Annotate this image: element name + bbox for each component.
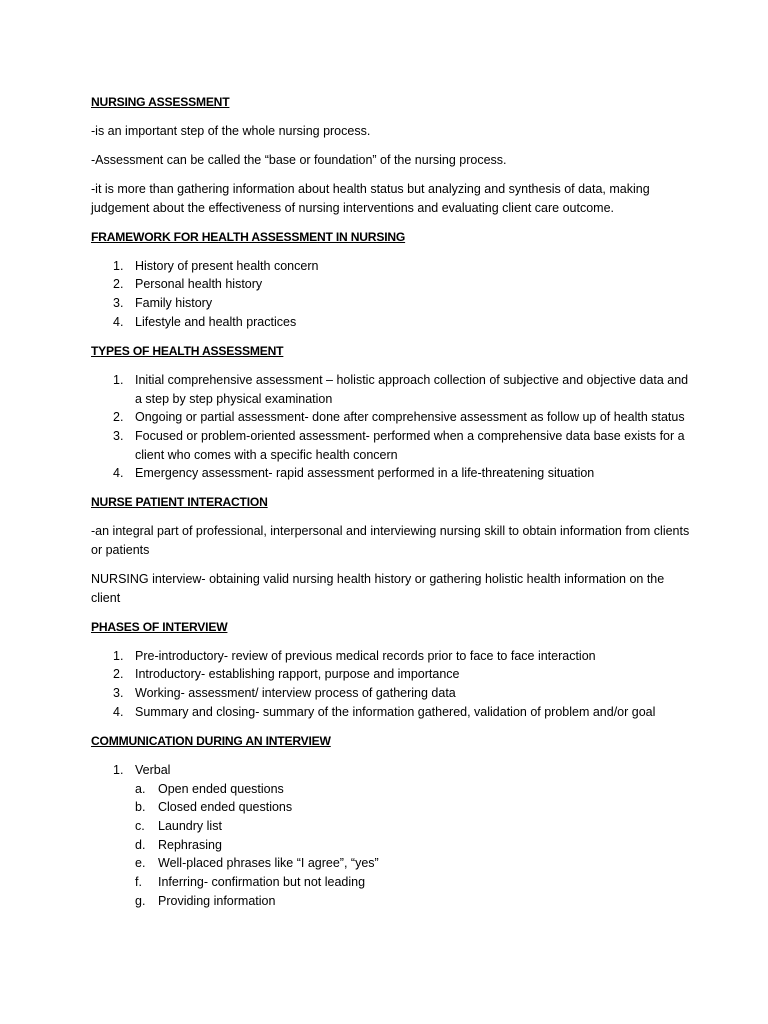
sublist-marker: c. [135,818,145,833]
list-item-text: Pre-introductory- review of previous medical records prior to face to face interaction [135,648,596,663]
list-item [91,257,691,276]
sublist-marker: b. [135,800,146,815]
sublist-item-text: Rephrasing [158,837,222,852]
sublist-item-text: Laundry list [158,818,222,833]
list-marker: 4. [113,466,124,481]
list-item-text: Personal health history [135,277,263,292]
sublist-item [135,873,691,892]
sublist-marker: a. [135,781,146,796]
list-marker: 4. [113,704,124,719]
list-marker: 1. [113,258,124,273]
list-item [91,275,691,294]
list-item-text: Emergency assessment- rapid assessment performed in a life-threatening situation [135,466,595,481]
list-item [91,703,691,722]
list-item-text: History of present health concern [135,258,319,273]
sublist-item-text: Closed ended questions [158,800,293,815]
list-marker: 1. [113,762,124,777]
verbal-sublist [135,780,691,911]
sublist-item [135,892,691,911]
list-item [91,294,691,313]
list-item [91,761,691,911]
list-item-text: Lifestyle and health practices [135,314,297,329]
list-marker: 3. [113,686,124,701]
list-item-text: Summary and closing- summary of the information gathered, validation of problem and/or goal [135,704,656,719]
sublist-item [135,836,691,855]
paragraph: -an integral part of professional, interpersonal and interviewing nursing skill to obtain information from clients or patients [91,524,690,558]
list-item [91,427,691,464]
list-item-text: Working- assessment/ interview process of gathering data [135,686,456,701]
phases-list [91,647,691,722]
sublist-item-text: Providing information [158,893,276,908]
section-heading-nursing-assessment: NURSING ASSESSMENT [91,95,230,109]
section-heading-framework: FRAMEWORK FOR HEALTH ASSESSMENT IN NURSING [91,229,406,244]
section-heading-phases: PHASES OF INTERVIEW [91,619,228,634]
section-heading-interaction: NURSE PATIENT INTERACTION [91,495,268,510]
list-marker: 3. [113,428,124,443]
list-item-text: Ongoing or partial assessment- done after comprehensive assessment as follow up of health status [135,410,685,425]
sublist-item [135,817,691,836]
list-marker: 2. [113,277,124,292]
sublist-item [135,798,691,817]
list-item [91,665,691,684]
sublist-item-text: Well-placed phrases like “I agree”, “yes” [158,856,379,871]
list-marker: 1. [113,648,124,663]
document-page [91,93,691,921]
paragraph: -Assessment can be called the “base or foundation” of the nursing process. [91,153,507,167]
communication-list [91,761,691,911]
list-item-text: Introductory- establishing rapport, purpose and importance [135,667,460,682]
paragraph: NURSING interview- obtaining valid nursing health history or gathering holistic health information on the client [91,572,665,605]
sublist-item [135,780,691,799]
list-item-text: Initial comprehensive assessment – holistic approach collection of subjective and objective data and a step by step physical examination [135,372,689,406]
list-item [91,408,691,427]
paragraph: -is an important step of the whole nursing process. [91,124,371,138]
sublist-item [135,854,691,873]
framework-list [91,257,691,332]
list-item [91,684,691,703]
sublist-item-text: Open ended questions [158,781,284,796]
list-marker: 3. [113,296,124,311]
sublist-marker: e. [135,856,146,871]
types-list [91,371,691,483]
list-marker: 2. [113,667,124,682]
list-item-text: Family history [135,296,213,311]
sublist-marker: g. [135,893,146,908]
sublist-item-text: Inferring- confirmation but not leading [158,875,366,890]
sublist-marker: f. [135,875,142,890]
list-item-text: Verbal [135,762,171,777]
list-marker: 4. [113,314,124,329]
list-item-text: Focused or problem-oriented assessment- performed when a comprehensive data base exists for a client who comes with a specific health concern [135,428,685,462]
list-marker: 1. [113,372,124,387]
list-item [91,647,691,666]
list-marker: 2. [113,410,124,425]
section-heading-communication: COMMUNICATION DURING AN INTERVIEW [91,733,331,748]
section-heading-types: TYPES OF HEALTH ASSESSMENT [91,343,284,358]
list-item [91,371,691,408]
list-item [91,313,691,332]
paragraph: -it is more than gathering information about health status but analyzing and synthesis of data, making judgement about the effectiveness of nursing interventions and evaluating client care outcome. [91,182,650,215]
sublist-marker: d. [135,837,146,852]
list-item [91,464,691,483]
